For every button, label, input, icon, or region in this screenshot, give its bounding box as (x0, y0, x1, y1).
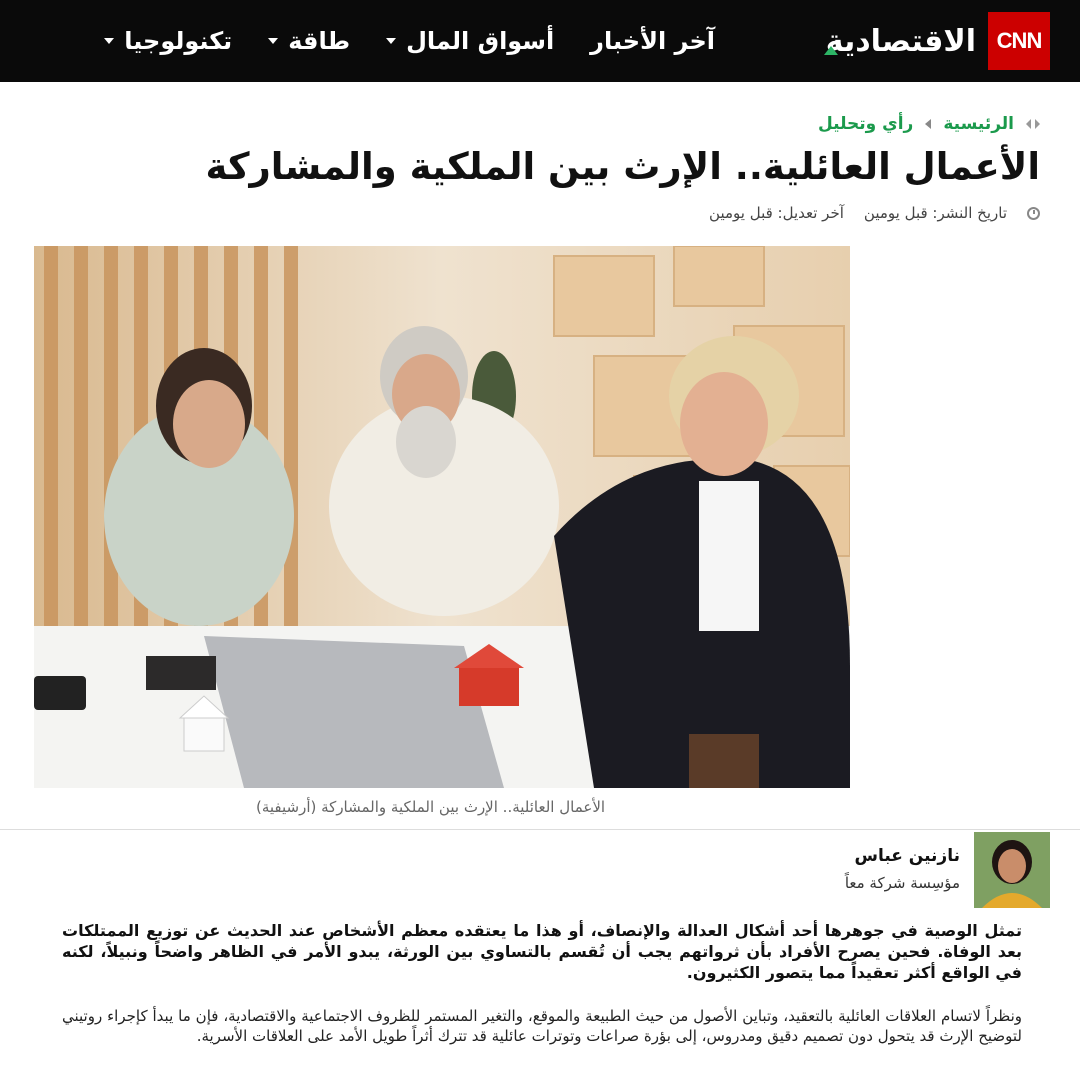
nav-item-latest-news[interactable]: آخر الأخبار (590, 27, 715, 55)
author-avatar[interactable] (974, 832, 1050, 908)
article-title: الأعمال العائلية.. الإرث بين الملكية والمشاركة (205, 145, 1040, 188)
chevron-left-icon (925, 119, 931, 129)
site-logo[interactable] (826, 12, 1050, 70)
main-nav (104, 0, 715, 82)
chevron-down-icon (386, 38, 396, 44)
photo-illustration (34, 246, 850, 788)
breadcrumb-home[interactable]: الرئيسية (943, 114, 1014, 134)
cnn-logo: CNN (988, 12, 1050, 70)
breadcrumb-section[interactable]: رأي وتحليل (817, 114, 914, 134)
article-hero-image (34, 246, 850, 788)
author-name[interactable]: نازنين عباس (854, 846, 960, 866)
top-nav-bar (0, 0, 1080, 82)
nav-item-markets[interactable]: أسواق المال (386, 27, 554, 55)
article-meta (709, 204, 1040, 222)
nav-item-technology[interactable]: تكنولوجيا (104, 27, 232, 55)
publish-date: تاريخ النشر: قبل يومين (863, 204, 1007, 222)
breadcrumb (818, 114, 1040, 134)
modified-date: آخر تعديل: قبل يومين (709, 204, 844, 222)
breadcrumb-arrows-icon (1026, 117, 1040, 131)
avatar-illustration (974, 832, 1050, 908)
brand-mark-icon (824, 46, 838, 55)
chevron-down-icon (104, 38, 114, 44)
clock-icon (1027, 207, 1040, 220)
chevron-down-icon (268, 38, 278, 44)
article-paragraph: ونظراً لاتسام العلاقات العائلية بالتعقيد، وتباين الأصول من حيث الطبيعة والموقع، والتغير المستمر للظروف الاجتماعية والاقتصادية، فإن ما يبدأ كإجراء روتيني لتوضيح الإرث قد يتحول دون تصميم دقيق ومدروس، إلى بؤرة صراعات وتوترات عائلية قد تترك أثراً طويل الأمد على العلاقات الأسرية. (62, 1007, 1022, 1045)
site-name: الاقتصادية (825, 23, 976, 59)
nav-item-energy[interactable]: طاقة (268, 27, 350, 55)
article-lead: تمثل الوصية في جوهرها أحد أشكال العدالة والإنصاف، أو هذا ما يعتقده معظم الأشخاص عند الحديث عن توزيع الممتلكات بعد الوفاة. فحين يصرح الأفراد بأن ثرواتهم يجب أن تُقسم بالتساوي بين الورثة، يبدو الأمر في الظاهر واضحاً ونبيلاً، لكنه في الواقع أكثر تعقيداً مما يتصور الكثيرون. (62, 921, 1022, 982)
author-role: مؤسِسة شركة معاً (844, 874, 960, 892)
image-caption: الأعمال العائلية.. الإرث بين الملكية والمشاركة (أرشيفية) (256, 798, 606, 816)
section-divider (0, 829, 1080, 830)
